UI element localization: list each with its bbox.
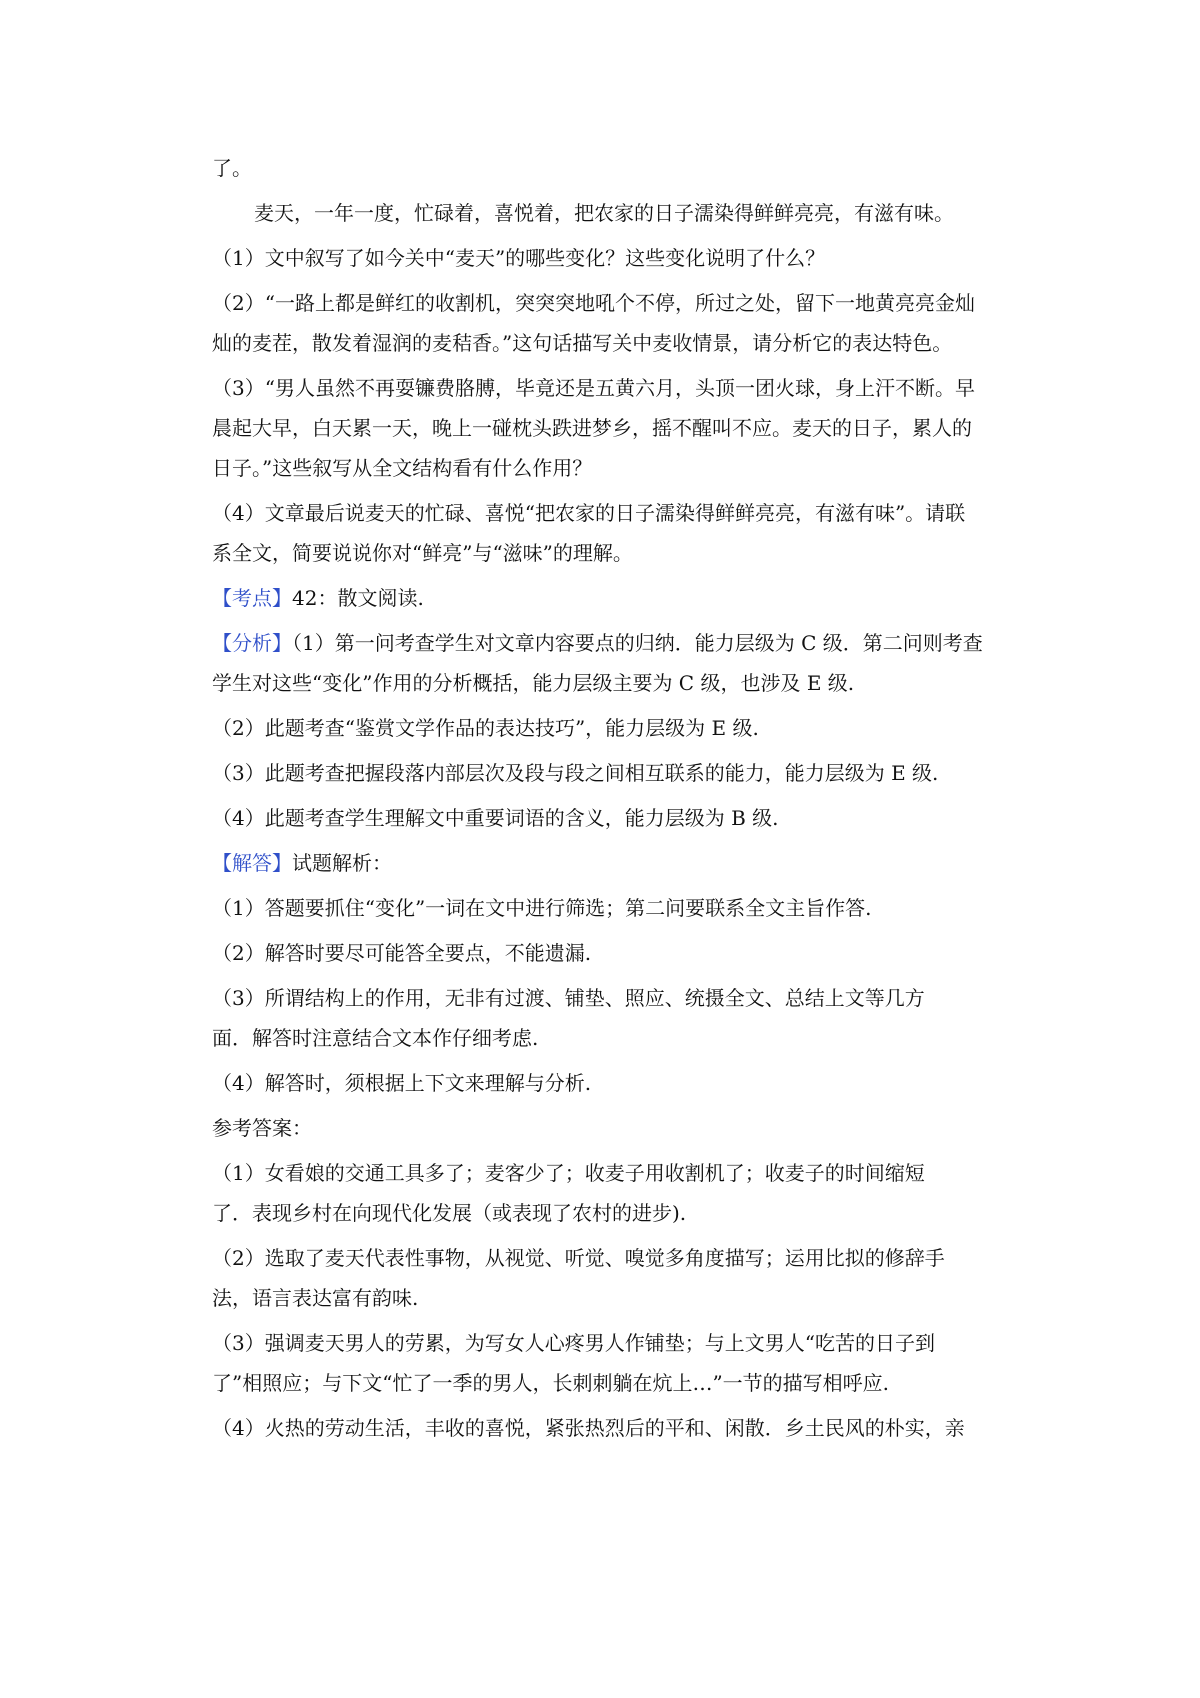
text-line	[212, 1278, 1022, 1318]
line-text: （1）文中叙写了如今关中“麦天”的哪些变化？这些变化说明了什么？	[212, 246, 826, 270]
line-text: 日子。”这些叙写从全文结构看有什么作用？	[212, 456, 593, 480]
line-text: （2）“一路上都是鲜红的收割机，突突突地吼个不停，所过之处，留下一地黄亮亮金灿	[212, 291, 975, 315]
line-text: 了。	[212, 156, 252, 180]
line-text: 参考答案：	[212, 1116, 312, 1140]
text-line	[212, 533, 1022, 573]
line-text: （2）此题考查“鉴赏文学作品的表达技巧”，能力层级为 E 级.	[212, 716, 759, 740]
line-text: （2）解答时要尽可能答全要点，不能遗漏.	[212, 941, 592, 965]
line-text: 晨起大早，白天累一天，晚上一碰枕头跌进梦乡，摇不醒叫不应。麦天的日子，累人的	[212, 416, 972, 440]
line-text: 了”相照应；与下文“忙了一季的男人，长刺刺躺在炕上…”一节的描写相呼应.	[212, 1371, 890, 1395]
text-line	[212, 448, 1022, 488]
text-line	[212, 1193, 1022, 1233]
text-line	[212, 933, 1022, 973]
line-text: 系全文，简要说说你对“鲜亮”与“滋味”的理解。	[212, 541, 633, 565]
line-text: （2）选取了麦天代表性事物，从视觉、听觉、嗅觉多角度描写；运用比拟的修辞手	[212, 1246, 945, 1270]
text-line	[212, 238, 1022, 278]
line-text: 42：散文阅读.	[292, 586, 424, 610]
text-line	[212, 753, 1022, 793]
line-text: （3）所谓结构上的作用，无非有过渡、铺垫、照应、统摄全文、总结上文等几方	[212, 986, 925, 1010]
text-line	[212, 1153, 1022, 1193]
line-text: 试题解析：	[292, 851, 392, 875]
text-line	[212, 148, 1022, 188]
text-line	[212, 1063, 1022, 1103]
line-text: 法，语言表达富有韵味.	[212, 1286, 419, 1310]
line-text: （4）文章最后说麦天的忙碌、喜悦“把农家的日子濡染得鲜鲜亮亮，有滋有味”。请联	[212, 501, 966, 525]
text-line	[212, 368, 1022, 408]
line-text: （3）此题考查把握段落内部层次及段与段之间相互联系的能力，能力层级为 E 级.	[212, 761, 939, 785]
text-line	[212, 323, 1022, 363]
text-line	[212, 193, 1022, 233]
text-line	[212, 1018, 1022, 1058]
document-body	[212, 148, 1022, 1448]
text-line	[212, 1408, 1022, 1448]
text-line	[212, 1108, 1022, 1148]
line-text: （1）第一问考查学生对文章内容要点的归纳．能力层级为 C 级．第二问则考查	[292, 631, 983, 655]
line-text: （4）火热的劳动生活，丰收的喜悦，紧张热烈后的平和、闲散．乡土民风的朴实，亲	[212, 1416, 965, 1440]
text-line	[212, 978, 1022, 1018]
line-text: （1）女看娘的交通工具多了；麦客少了；收麦子用收割机了；收麦子的时间缩短	[212, 1161, 925, 1185]
text-line	[212, 798, 1022, 838]
section-heading-line	[212, 578, 1022, 618]
text-line	[212, 493, 1022, 533]
text-line	[212, 1323, 1022, 1363]
text-line	[212, 888, 1022, 928]
text-line	[212, 708, 1022, 748]
line-text: （3）“男人虽然不再耍镰费胳膊，毕竟还是五黄六月，头顶一团火球，身上汗不断。早	[212, 376, 975, 400]
line-text: 面．解答时注意结合文本作仔细考虑.	[212, 1026, 539, 1050]
text-line	[212, 1363, 1022, 1403]
text-line	[212, 408, 1022, 448]
line-text: （4）解答时，须根据上下文来理解与分析.	[212, 1071, 592, 1095]
section-heading-line	[212, 623, 1022, 663]
line-text: （1）答题要抓住“变化”一词在文中进行筛选；第二问要联系全文主旨作答.	[212, 896, 872, 920]
line-text: 学生对这些“变化”作用的分析概括，能力层级主要为 C 级，也涉及 E 级.	[212, 671, 855, 695]
line-text: （3）强调麦天男人的劳累，为写女人心疼男人作铺垫；与上文男人“吃苦的日子到	[212, 1331, 935, 1355]
line-text: 灿的麦茬，散发着湿润的麦秸香。”这句话描写关中麦收情景，请分析它的表达特色。	[212, 331, 953, 355]
line-text: 了．表现乡村在向现代化发展（或表现了农村的进步).	[212, 1201, 687, 1225]
section-tag: 【分析】	[212, 631, 292, 655]
text-line	[212, 283, 1022, 323]
line-text: 麦天，一年一度，忙碌着，喜悦着，把农家的日子濡染得鲜鲜亮亮，有滋有味。	[254, 201, 954, 225]
section-tag: 【考点】	[212, 586, 292, 610]
line-text: （4）此题考查学生理解文中重要词语的含义，能力层级为 B 级.	[212, 806, 779, 830]
section-tag: 【解答】	[212, 851, 292, 875]
text-line	[212, 1238, 1022, 1278]
text-line	[212, 663, 1022, 703]
section-heading-line	[212, 843, 1022, 883]
